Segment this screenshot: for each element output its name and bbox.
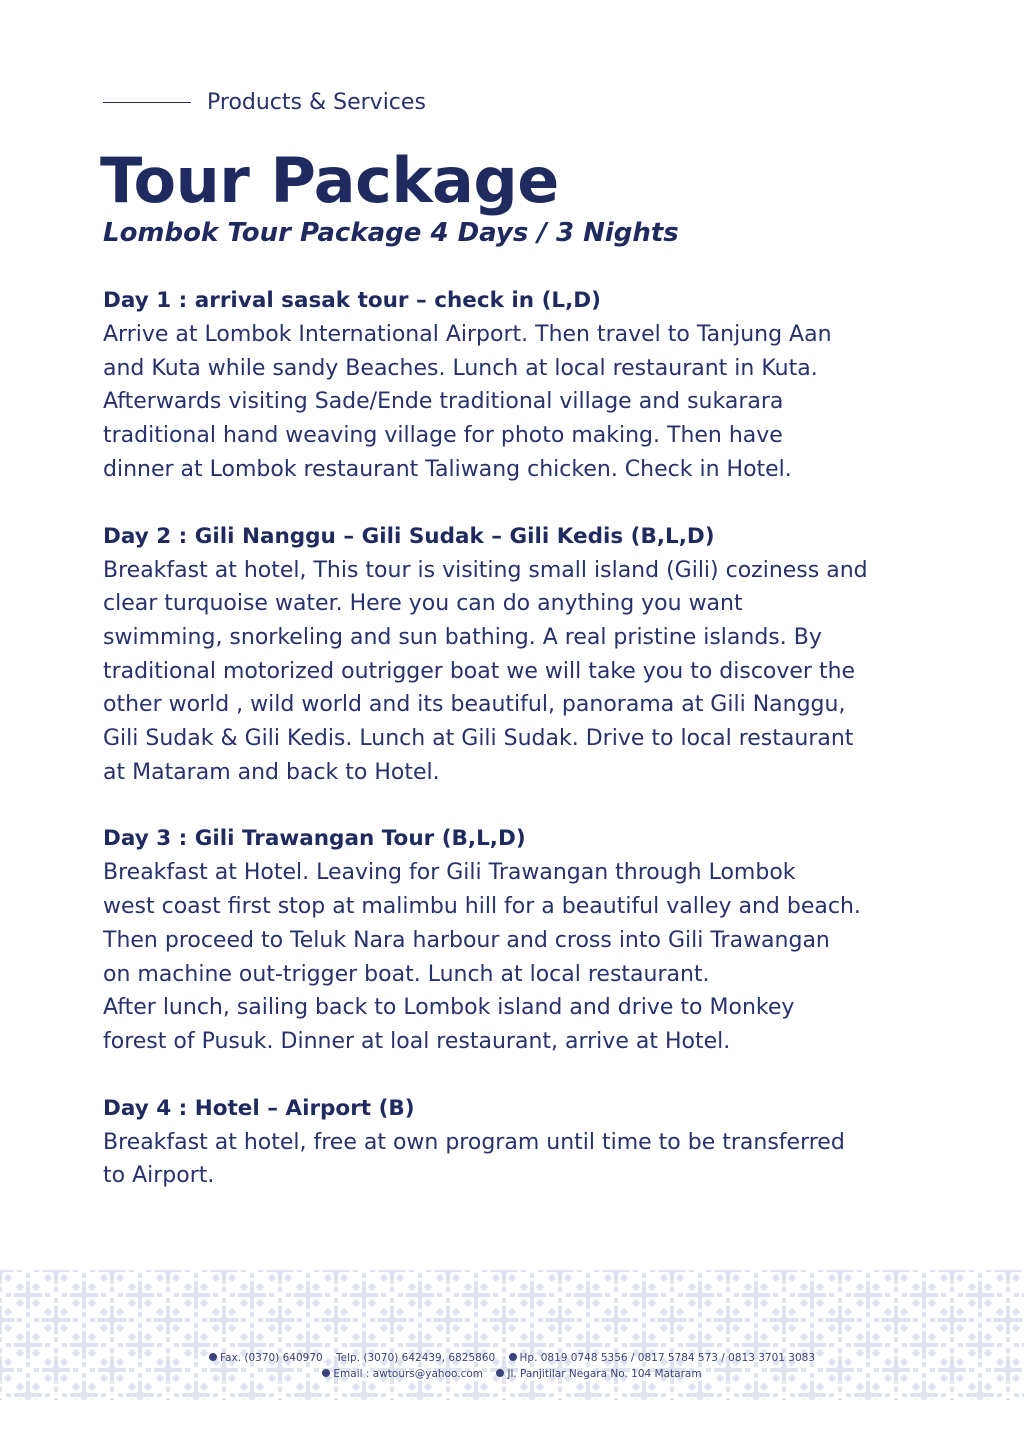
text-line: Afterwards visiting Sade/Ende traditional village and sukarara xyxy=(103,389,784,415)
day-title: Day 1 : arrival sasak tour – check in (L,D) xyxy=(103,288,601,313)
telp-item xyxy=(336,1350,495,1366)
contact-line-2 xyxy=(0,1366,1024,1382)
email-text: Email : awtours@yahoo.com xyxy=(333,1368,484,1380)
text-line: and Kuta while sandy Beaches. Lunch at local restaurant in Kuta. xyxy=(103,355,818,381)
fax-text: Fax. (0370) 640970 xyxy=(219,1352,323,1364)
text-line: After lunch, sailing back to Lombok island and drive to Monkey xyxy=(103,995,795,1021)
text-line: dinner at Lombok restaurant Taliwang chicken. Check in Hotel. xyxy=(103,456,792,482)
footer-contact xyxy=(0,1350,1024,1382)
day-description xyxy=(103,318,943,487)
text-line: Then proceed to Teluk Nara harbour and cross into Gili Trawangan xyxy=(103,927,830,953)
address-text: Jl. Panjitilar Negara No. 104 Mataram xyxy=(507,1368,702,1380)
email-icon xyxy=(322,1369,330,1377)
text-line: Gili Sudak & Gili Kedis. Lunch at Gili Sudak. Drive to local restaurant xyxy=(103,726,854,752)
hp-text: Hp. 0819 0748 5356 / 0817 5784 573 / 0813 3701 3083 xyxy=(519,1352,816,1364)
text-line: west coast first stop at malimbu hill for a beautiful valley and beach. xyxy=(103,894,861,920)
text-line: Breakfast at hotel, This tour is visiting small island (Gili) coziness and xyxy=(103,557,868,583)
text-line: Arrive at Lombok International Airport. Then travel to Tanjung Aan xyxy=(103,322,832,347)
section-label: Products & Services xyxy=(207,89,426,115)
section-rule xyxy=(103,102,191,103)
day-description xyxy=(103,1126,943,1193)
day-3 xyxy=(103,822,943,1058)
address-item xyxy=(496,1366,701,1382)
page-subtitle: Lombok Tour Package 4 Days / 3 Nights xyxy=(103,218,679,248)
text-line: swimming, snorkeling and sun bathing. A real pristine islands. By xyxy=(103,624,822,650)
fax-icon xyxy=(209,1353,217,1361)
day-title: Day 3 : Gili Trawangan Tour (B,L,D) xyxy=(103,826,526,852)
email-item xyxy=(322,1366,483,1382)
text-line: forest of Pusuk. Dinner at loal restaurant, arrive at Hotel. xyxy=(103,1028,731,1054)
day-title: Day 2 : Gili Nanggu – Gili Sudak – Gili Kedis (B,L,D) xyxy=(103,523,715,549)
page-title: Tour Package xyxy=(100,144,559,217)
day-description xyxy=(103,554,943,790)
text-line: traditional hand weaving village for photo making. Then have xyxy=(103,423,783,449)
text-line: Breakfast at hotel, free at own program until time to be transferred xyxy=(103,1129,845,1155)
itinerary xyxy=(103,284,943,1226)
fax-item xyxy=(209,1350,323,1366)
text-line: to Airport. xyxy=(103,1163,215,1189)
phone-icon xyxy=(509,1353,517,1361)
text-line: at Mataram and back to Hotel. xyxy=(103,759,440,785)
location-icon xyxy=(496,1369,504,1377)
text-line: clear turquoise water. Here you can do anything you want xyxy=(103,591,743,617)
day-1 xyxy=(103,284,943,487)
section-header xyxy=(103,86,426,118)
day-4 xyxy=(103,1092,943,1193)
hp-item xyxy=(509,1350,816,1366)
day-title: Day 4 : Hotel – Airport (B) xyxy=(103,1095,415,1121)
text-line: Breakfast at Hotel. Leaving for Gili Trawangan through Lombok xyxy=(103,860,796,886)
telp-text: Telp. (3070) 642439, 6825860 xyxy=(336,1352,496,1364)
day-2 xyxy=(103,520,943,790)
day-description xyxy=(103,856,943,1058)
text-line: traditional motorized outrigger boat we will take you to discover the xyxy=(103,658,856,684)
text-line: on machine out-trigger boat. Lunch at local restaurant. xyxy=(103,961,710,987)
text-line: other world , wild world and its beautiful, panorama at Gili Nanggu, xyxy=(103,692,846,718)
contact-line-1 xyxy=(0,1350,1024,1366)
